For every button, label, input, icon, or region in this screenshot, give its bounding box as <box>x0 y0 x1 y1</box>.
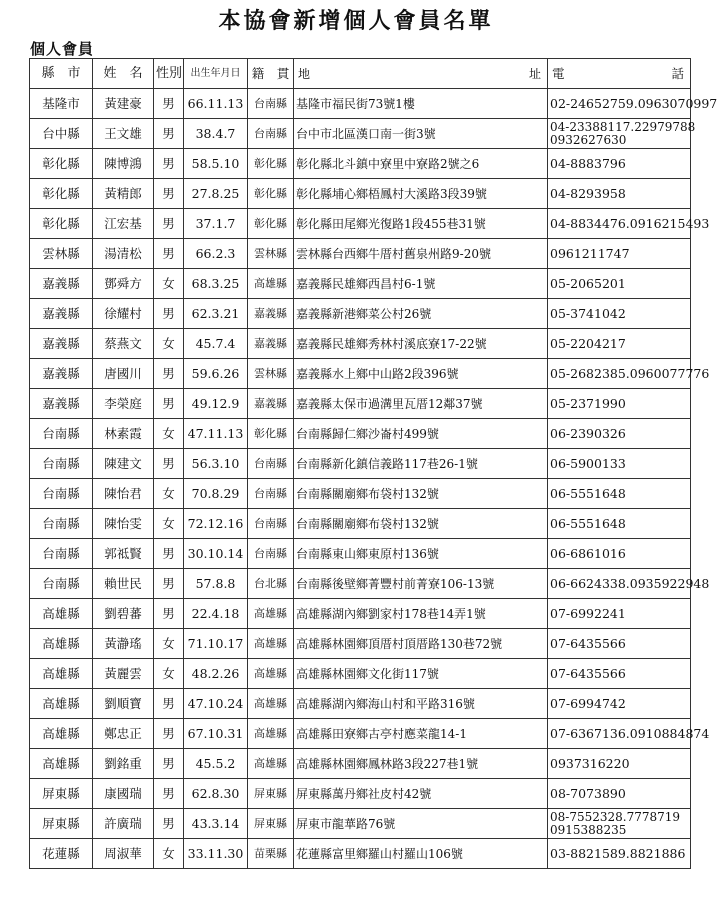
origin-cell: 台北縣 <box>248 569 294 599</box>
name-cell: 劉碧蕃 <box>93 599 154 629</box>
address-cell: 台南縣後壁鄉菁豐村前菁寮106-13號 <box>294 569 548 599</box>
phone-cell <box>548 509 691 539</box>
address-cell: 彰化縣埔心鄉梧鳳村大溪路3段39號 <box>294 179 548 209</box>
header-name: 姓 名 <box>93 59 154 89</box>
phone-line: 05-2204217 <box>550 335 626 351</box>
address-cell: 花蓮縣富里鄉羅山村羅山106號 <box>294 839 548 869</box>
phone-cell <box>548 539 691 569</box>
origin-cell: 苗栗縣 <box>248 839 294 869</box>
sex-cell: 男 <box>154 149 184 179</box>
address-cell: 高雄縣林園鄉鳳林路3段227巷1號 <box>294 749 548 779</box>
address-cell: 彰化縣北斗鎮中寮里中寮路2號之6 <box>294 149 548 179</box>
table-row <box>30 809 691 839</box>
origin-cell: 台南縣 <box>248 539 294 569</box>
origin-cell: 高雄縣 <box>248 659 294 689</box>
city-cell: 彰化縣 <box>30 149 93 179</box>
address-cell: 嘉義縣民雄鄉西昌村6-1號 <box>294 269 548 299</box>
city-cell: 台南縣 <box>30 419 93 449</box>
table-row <box>30 149 691 179</box>
city-cell: 雲林縣 <box>30 239 93 269</box>
name-cell: 陳建文 <box>93 449 154 479</box>
origin-cell: 屏東縣 <box>248 809 294 839</box>
table-row <box>30 269 691 299</box>
table-row <box>30 209 691 239</box>
phone-line: 07-6435566 <box>550 665 626 681</box>
city-cell: 高雄縣 <box>30 689 93 719</box>
table-row <box>30 839 691 869</box>
phone-line: 06-5900133 <box>550 455 626 471</box>
phone-cell <box>548 389 691 419</box>
city-cell: 屏東縣 <box>30 779 93 809</box>
name-cell: 李榮庭 <box>93 389 154 419</box>
phone-cell <box>548 719 710 749</box>
birth-cell: 45.7.4 <box>184 329 248 359</box>
birth-cell: 30.10.14 <box>184 539 248 569</box>
address-cell: 屏東市龍華路76號 <box>294 809 548 839</box>
city-cell: 台中縣 <box>30 119 93 149</box>
birth-cell: 33.11.30 <box>184 839 248 869</box>
sex-cell: 男 <box>154 179 184 209</box>
birth-cell: 62.3.21 <box>184 299 248 329</box>
name-cell: 黃麗雲 <box>93 659 154 689</box>
name-cell: 黃精郎 <box>93 179 154 209</box>
birth-cell: 59.6.26 <box>184 359 248 389</box>
address-cell: 嘉義縣太保市過溝里瓦厝12鄰37號 <box>294 389 548 419</box>
city-cell: 台南縣 <box>30 539 93 569</box>
birth-cell: 47.11.13 <box>184 419 248 449</box>
origin-cell: 高雄縣 <box>248 749 294 779</box>
phone-line: 04-8293958 <box>550 185 626 201</box>
name-cell: 徐耀村 <box>93 299 154 329</box>
sex-cell: 男 <box>154 719 184 749</box>
birth-cell: 57.8.8 <box>184 569 248 599</box>
address-cell: 高雄縣湖內鄉海山村和平路316號 <box>294 689 548 719</box>
table-row <box>30 389 691 419</box>
origin-cell: 台南縣 <box>248 479 294 509</box>
phone-cell <box>548 659 691 689</box>
phone-line: 05-2065201 <box>550 275 626 291</box>
sex-cell: 女 <box>154 479 184 509</box>
sex-cell: 男 <box>154 599 184 629</box>
table-row <box>30 479 691 509</box>
birth-cell: 22.4.18 <box>184 599 248 629</box>
address-cell: 台中市北區漢口南一街3號 <box>294 119 548 149</box>
birth-cell: 37.1.7 <box>184 209 248 239</box>
birth-cell: 66.2.3 <box>184 239 248 269</box>
address-cell: 屏東縣萬丹鄉社皮村42號 <box>294 779 548 809</box>
origin-cell: 台南縣 <box>248 89 294 119</box>
table-row <box>30 449 691 479</box>
phone-cell <box>548 149 691 179</box>
table-row <box>30 629 691 659</box>
sex-cell: 男 <box>154 299 184 329</box>
phone-line: 05-2682385.0960077776 <box>550 365 710 381</box>
phone-line: 0915388235 <box>550 822 627 837</box>
birth-cell: 27.8.25 <box>184 179 248 209</box>
header-city: 縣 市 <box>30 59 93 89</box>
address-cell: 台南縣關廟鄉布袋村132號 <box>294 479 548 509</box>
table-row <box>30 719 691 749</box>
origin-cell: 嘉義縣 <box>248 329 294 359</box>
phone-cell <box>548 449 691 479</box>
header-phone-right: 話 <box>671 65 684 81</box>
city-cell: 台南縣 <box>30 479 93 509</box>
sex-cell: 男 <box>154 389 184 419</box>
birth-cell: 70.8.29 <box>184 479 248 509</box>
address-cell: 高雄縣田寮鄉古亭村應菜龍14-1 <box>294 719 548 749</box>
address-cell: 嘉義縣水上鄉中山路2段396號 <box>294 359 548 389</box>
phone-cell <box>548 179 691 209</box>
phone-line: 03-8821589.8821886 <box>550 845 686 861</box>
birth-cell: 43.3.14 <box>184 809 248 839</box>
city-cell: 嘉義縣 <box>30 359 93 389</box>
name-cell: 江宏基 <box>93 209 154 239</box>
phone-line: 04-8883796 <box>550 155 626 171</box>
origin-cell: 高雄縣 <box>248 599 294 629</box>
sex-cell: 男 <box>154 749 184 779</box>
origin-cell: 雲林縣 <box>248 359 294 389</box>
phone-line: 04-23388117.22979788 <box>550 119 696 134</box>
origin-cell: 彰化縣 <box>248 149 294 179</box>
sex-cell: 男 <box>154 569 184 599</box>
sex-cell: 男 <box>154 89 184 119</box>
phone-cell <box>548 779 691 809</box>
phone-line: 08-7073890 <box>550 785 626 801</box>
sex-cell: 男 <box>154 449 184 479</box>
phone-cell <box>548 89 717 119</box>
phone-line: 0932627630 <box>550 132 627 147</box>
name-cell: 黃瀞瑤 <box>93 629 154 659</box>
table-row <box>30 659 691 689</box>
sex-cell: 男 <box>154 359 184 389</box>
sex-cell: 男 <box>154 209 184 239</box>
city-cell: 基隆市 <box>30 89 93 119</box>
phone-line: 08-7552328.7778719 <box>550 809 681 824</box>
birth-cell: 56.3.10 <box>184 449 248 479</box>
table-row <box>30 569 691 599</box>
phone-line: 02-24652759.0963070997 <box>550 95 717 111</box>
phone-line: 06-2390326 <box>550 425 626 441</box>
sex-cell: 女 <box>154 659 184 689</box>
phone-cell <box>548 419 691 449</box>
city-cell: 嘉義縣 <box>30 269 93 299</box>
phone-line: 07-6994742 <box>550 695 626 711</box>
table-body <box>30 89 717 869</box>
table-row <box>30 779 691 809</box>
origin-cell: 嘉義縣 <box>248 389 294 419</box>
phone-cell <box>548 809 691 839</box>
phone-line: 06-6624338.0935922948 <box>550 575 710 591</box>
address-cell: 台南縣歸仁鄉沙崙村499號 <box>294 419 548 449</box>
origin-cell: 雲林縣 <box>248 239 294 269</box>
table-row <box>30 689 691 719</box>
birth-cell: 47.10.24 <box>184 689 248 719</box>
origin-cell: 屏東縣 <box>248 779 294 809</box>
city-cell: 嘉義縣 <box>30 389 93 419</box>
phone-line: 0937316220 <box>550 755 630 771</box>
name-cell: 湯清松 <box>93 239 154 269</box>
table-row <box>30 179 691 209</box>
origin-cell: 高雄縣 <box>248 689 294 719</box>
phone-cell <box>548 209 710 239</box>
phone-cell <box>548 629 691 659</box>
phone-cell <box>548 599 691 629</box>
address-cell: 雲林縣台西鄉牛厝村舊泉州路9-20號 <box>294 239 548 269</box>
phone-cell <box>548 689 691 719</box>
city-cell: 高雄縣 <box>30 599 93 629</box>
phone-cell <box>548 479 691 509</box>
address-cell: 高雄縣湖內鄉劉家村178巷14弄1號 <box>294 599 548 629</box>
table-row <box>30 359 691 389</box>
phone-cell <box>548 299 691 329</box>
city-cell: 高雄縣 <box>30 749 93 779</box>
address-cell: 台南縣新化鎮信義路117巷26-1號 <box>294 449 548 479</box>
origin-cell: 彰化縣 <box>248 209 294 239</box>
table-row <box>30 599 691 629</box>
table-row <box>30 539 691 569</box>
header-phone <box>548 59 691 89</box>
phone-line: 06-5551648 <box>550 485 626 501</box>
phone-line: 07-6435566 <box>550 635 626 651</box>
city-cell: 彰化縣 <box>30 209 93 239</box>
sex-cell: 男 <box>154 539 184 569</box>
sex-cell: 男 <box>154 779 184 809</box>
name-cell: 周淑華 <box>93 839 154 869</box>
city-cell: 高雄縣 <box>30 659 93 689</box>
sex-cell: 女 <box>154 629 184 659</box>
birth-cell: 49.12.9 <box>184 389 248 419</box>
city-cell: 嘉義縣 <box>30 329 93 359</box>
phone-line: 07-6367136.0910884874 <box>550 725 710 741</box>
name-cell: 唐國川 <box>93 359 154 389</box>
sex-cell: 女 <box>154 269 184 299</box>
city-cell: 高雄縣 <box>30 629 93 659</box>
table-row <box>30 509 691 539</box>
phone-cell <box>548 119 696 149</box>
phone-line: 06-6861016 <box>550 545 626 561</box>
birth-cell: 48.2.26 <box>184 659 248 689</box>
city-cell: 台南縣 <box>30 569 93 599</box>
phone-cell <box>548 359 710 389</box>
birth-cell: 72.12.16 <box>184 509 248 539</box>
birth-cell: 67.10.31 <box>184 719 248 749</box>
origin-cell: 彰化縣 <box>248 419 294 449</box>
sex-cell: 女 <box>154 419 184 449</box>
city-cell: 彰化縣 <box>30 179 93 209</box>
header-address-left: 地 <box>298 66 311 81</box>
birth-cell: 45.5.2 <box>184 749 248 779</box>
address-cell: 台南縣東山鄉東原村136號 <box>294 539 548 569</box>
header-sex: 性別 <box>154 59 184 89</box>
sex-cell: 男 <box>154 809 184 839</box>
origin-cell: 高雄縣 <box>248 629 294 659</box>
table-row <box>30 329 691 359</box>
document-title: 本協會新增個人會員名單 <box>218 8 494 34</box>
header-address-right: 址 <box>528 66 541 81</box>
table-row <box>30 89 691 119</box>
city-cell: 台南縣 <box>30 509 93 539</box>
city-cell: 嘉義縣 <box>30 299 93 329</box>
table-row <box>30 119 691 149</box>
phone-line: 0961211747 <box>550 245 630 261</box>
section-heading: 個人會員 <box>30 40 95 58</box>
phone-line: 05-3741042 <box>550 305 626 321</box>
header-birth: 出生年月日 <box>184 59 248 89</box>
sex-cell: 男 <box>154 689 184 719</box>
header-address <box>294 59 548 89</box>
origin-cell: 台南縣 <box>248 119 294 149</box>
phone-cell <box>548 329 691 359</box>
table-header-row <box>30 59 691 89</box>
phone-cell <box>548 269 691 299</box>
birth-cell: 38.4.7 <box>184 119 248 149</box>
address-cell: 嘉義縣民雄鄉秀林村溪底寮17-22號 <box>294 329 548 359</box>
address-cell: 高雄縣林園鄉文化街117號 <box>294 659 548 689</box>
header-phone-left: 電 <box>552 65 565 81</box>
table-row <box>30 749 691 779</box>
name-cell: 許廣瑞 <box>93 809 154 839</box>
birth-cell: 66.11.13 <box>184 89 248 119</box>
address-cell: 高雄縣林園鄉頂厝村頂厝路130巷72號 <box>294 629 548 659</box>
name-cell: 林素霞 <box>93 419 154 449</box>
table-row <box>30 299 691 329</box>
name-cell: 黃建豪 <box>93 89 154 119</box>
sex-cell: 男 <box>154 239 184 269</box>
phone-line: 07-6992241 <box>550 605 626 621</box>
name-cell: 陳怡雯 <box>93 509 154 539</box>
origin-cell: 台南縣 <box>248 509 294 539</box>
phone-cell <box>548 569 710 599</box>
phone-cell <box>548 839 691 869</box>
sex-cell: 女 <box>154 509 184 539</box>
name-cell: 劉順寶 <box>93 689 154 719</box>
city-cell: 屏東縣 <box>30 809 93 839</box>
origin-cell: 彰化縣 <box>248 179 294 209</box>
name-cell: 劉銘重 <box>93 749 154 779</box>
origin-cell: 高雄縣 <box>248 269 294 299</box>
origin-cell: 高雄縣 <box>248 719 294 749</box>
name-cell: 賴世民 <box>93 569 154 599</box>
sex-cell: 男 <box>154 119 184 149</box>
table-row <box>30 419 691 449</box>
table-row <box>30 239 691 269</box>
phone-line: 05-2371990 <box>550 395 626 411</box>
header-origin: 籍 貫 <box>248 59 294 89</box>
phone-cell <box>548 749 691 779</box>
city-cell: 花蓮縣 <box>30 839 93 869</box>
name-cell: 蔡燕文 <box>93 329 154 359</box>
address-cell: 基隆市福民街73號1樓 <box>294 89 548 119</box>
city-cell: 高雄縣 <box>30 719 93 749</box>
origin-cell: 嘉義縣 <box>248 299 294 329</box>
sex-cell: 女 <box>154 329 184 359</box>
city-cell: 台南縣 <box>30 449 93 479</box>
name-cell: 陳博鴻 <box>93 149 154 179</box>
name-cell: 康國瑞 <box>93 779 154 809</box>
name-cell: 王文雄 <box>93 119 154 149</box>
member-table <box>29 58 717 869</box>
sex-cell: 女 <box>154 839 184 869</box>
address-cell: 彰化縣田尾鄉光復路1段455巷31號 <box>294 209 548 239</box>
phone-line: 04-8834476.0916215493 <box>550 215 710 231</box>
phone-cell <box>548 239 691 269</box>
address-cell: 嘉義縣新港鄉菜公村26號 <box>294 299 548 329</box>
birth-cell: 58.5.10 <box>184 149 248 179</box>
address-cell: 台南縣關廟鄉布袋村132號 <box>294 509 548 539</box>
origin-cell: 台南縣 <box>248 449 294 479</box>
name-cell: 郭祗賢 <box>93 539 154 569</box>
phone-line: 06-5551648 <box>550 515 626 531</box>
name-cell: 鄧舜方 <box>93 269 154 299</box>
name-cell: 鄭忠正 <box>93 719 154 749</box>
birth-cell: 68.3.25 <box>184 269 248 299</box>
name-cell: 陳怡君 <box>93 479 154 509</box>
birth-cell: 71.10.17 <box>184 629 248 659</box>
birth-cell: 62.8.30 <box>184 779 248 809</box>
